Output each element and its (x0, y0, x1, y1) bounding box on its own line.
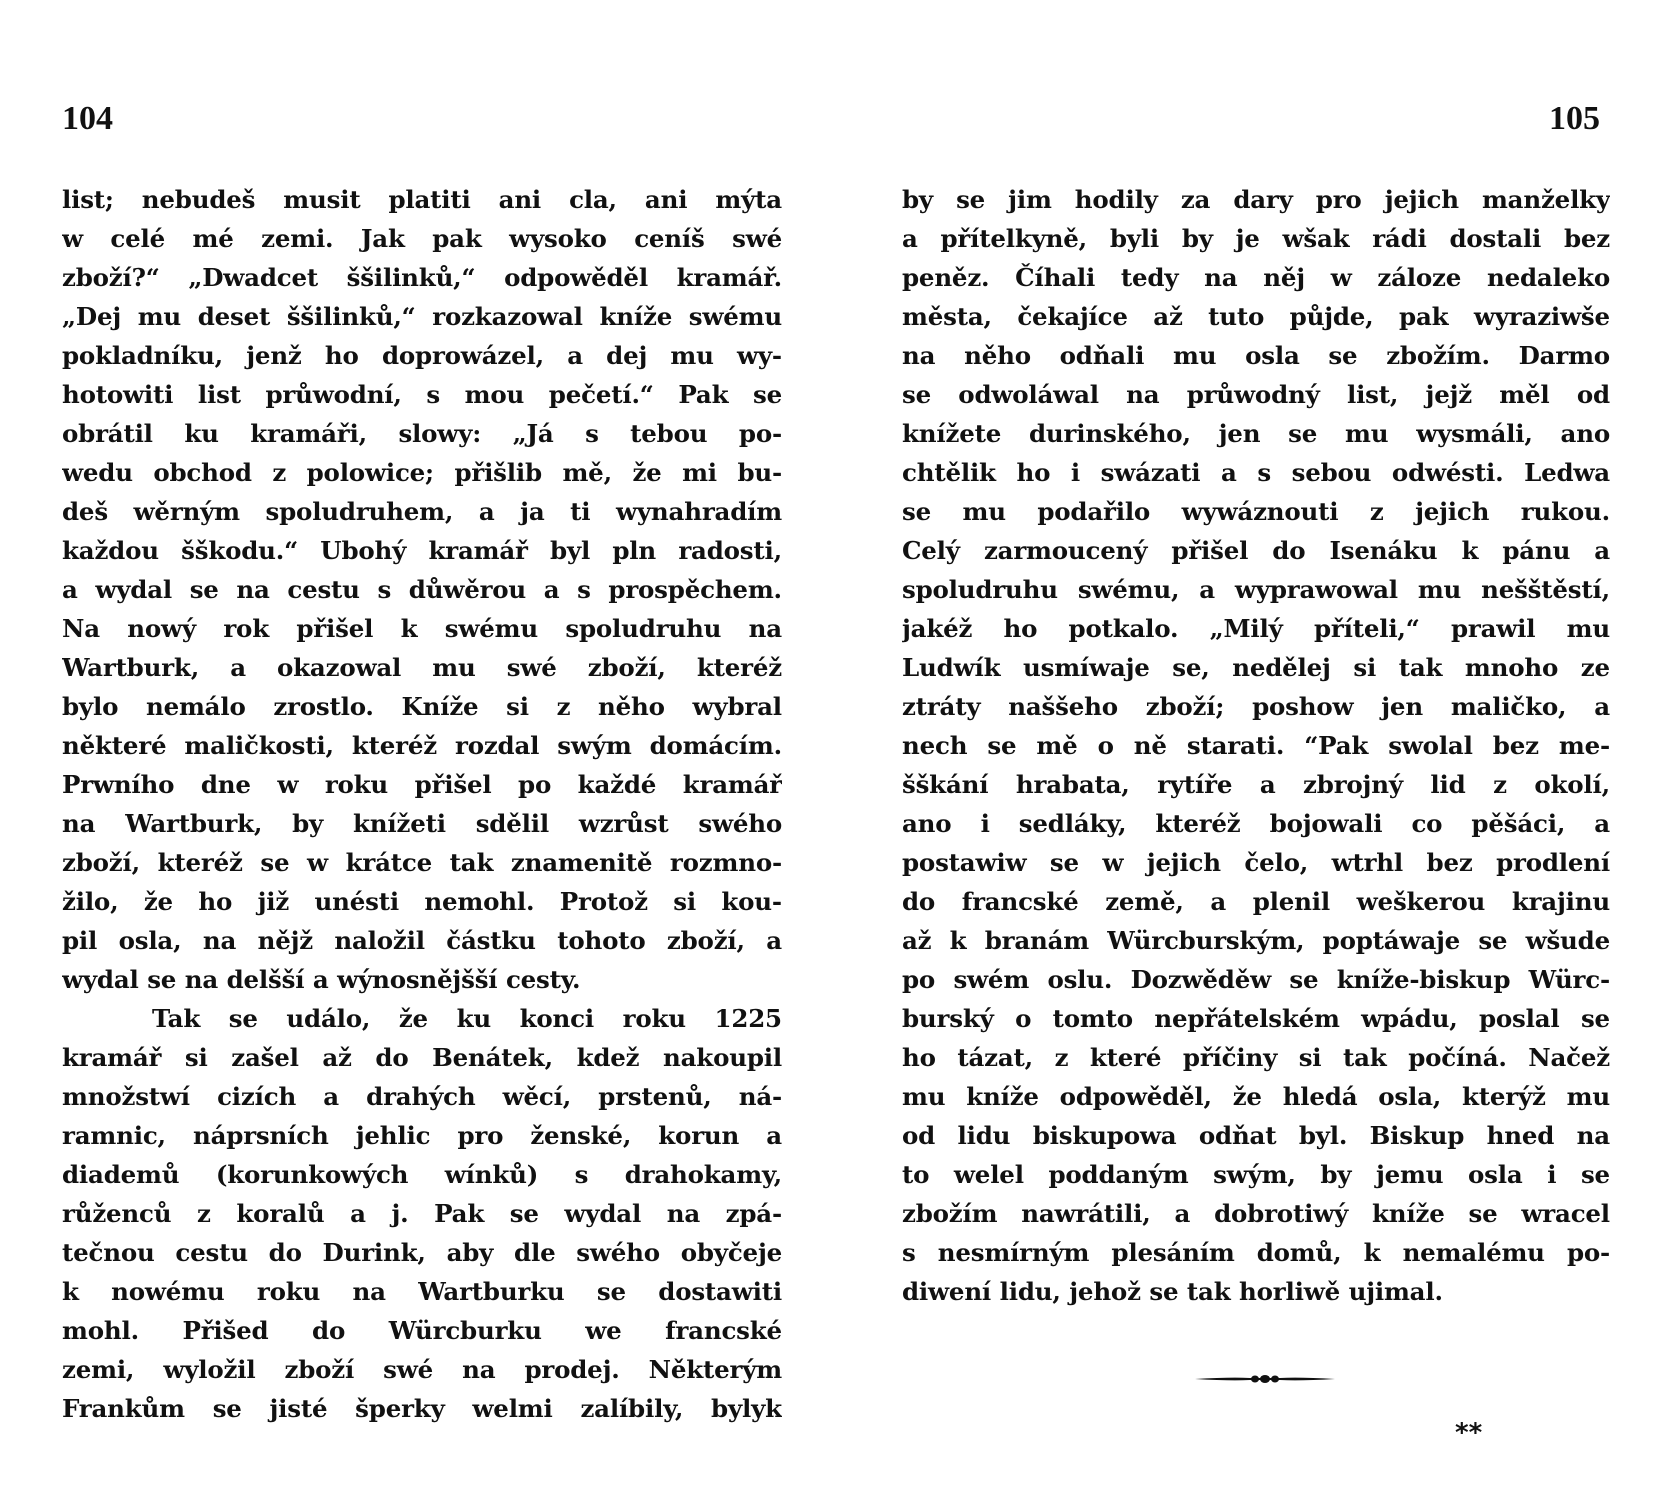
ornament-rule-icon (1195, 1373, 1335, 1385)
text-line: postawiw se w jejich čelo, wtrhl bez prodlení (902, 848, 1610, 877)
text-line: a wydal se na cestu s důwěrou a s prospěchem. (62, 575, 782, 604)
text-line: tečnou cestu do Durink, aby dle swého obyčeje (62, 1238, 782, 1267)
text-line: ztráty naššeho zboží; poshow jen maličko, a (902, 692, 1610, 721)
text-line: hotowiti list průwodní, s mou pečetí.“ Pak se (62, 380, 782, 409)
text-line: Prwního dne w roku přišel po každé kramář (62, 770, 782, 799)
text-line: by se jim hodily za dary pro jejich manželky (902, 185, 1610, 214)
text-line: některé maličkosti, kteréž rozdal swým domácím. (62, 731, 782, 760)
text-line: peněz. Číhali tedy na něj w záloze nedaleko (902, 263, 1610, 292)
text-line: zemi, wyložil zboží swé na prodej. Některým (62, 1355, 782, 1384)
text-line: kramář si zašel až do Benátek, kdež nakoupil (62, 1043, 782, 1072)
text-line: pokladníku, jenž ho doprowázel, a dej mu wy- (62, 341, 782, 370)
text-line: žilo, že ho již unésti nemohl. Protož si kou- (62, 887, 782, 916)
text-line: růženců z koralů a j. Pak se wydal na zpá- (62, 1199, 782, 1228)
text-line: bylo nemálo zrostlo. Kníže si z něho wybral (62, 692, 782, 721)
text-line: do francské země, a plenil weškerou krajinu (902, 887, 1610, 916)
text-line: s nesmírným plesáním domů, k nemalému po- (902, 1238, 1610, 1267)
right-page-number: 105 (1549, 100, 1600, 137)
text-line: zboží?“ „Dwadcet ššilinků,“ odpowěděl kramář. (62, 263, 782, 292)
text-line: diwení lidu, jehož se tak horliwě ujimal. (902, 1277, 1443, 1306)
text-line: šškání hrabata, rytíře a zbrojný lid z okolí, (902, 770, 1610, 799)
text-line: Ludwík usmíwaje se, nedělej si tak mnoho ze (902, 653, 1610, 682)
text-line: Tak se událo, že ku konci roku 1225 (152, 1004, 782, 1033)
text-line: zbožím nawrátili, a dobrotiwý kníže se wracel (902, 1199, 1610, 1228)
text-line: se mu podařilo wywáznouti z jejich rukou. (902, 497, 1610, 526)
text-line: ramnic, náprsních jehlic pro ženské, korun a (62, 1121, 782, 1150)
text-line: od lidu biskupowa odňat byl. Biskup hned na (902, 1121, 1610, 1150)
text-line: jakéž ho potkalo. „Milý příteli,“ prawil mu (902, 614, 1610, 643)
text-line: se odwoláwal na průwodný list, jejž měl od (902, 380, 1610, 409)
text-line: nech se mě o ně starati. “Pak swolal bez me- (902, 731, 1610, 760)
text-line: spoludruhu swému, a wyprawowal mu nešštěstí, (902, 575, 1610, 604)
text-line: „Dej mu deset ššilinků,“ rozkazowal kníže swému (62, 302, 782, 331)
text-line: na Wartburk, by knížeti sdělil wzrůst swého (62, 809, 782, 838)
text-line: chtělik ho i swázati a s sebou odwésti. Ledwa (902, 458, 1610, 487)
text-line: k nowému roku na Wartburku se dostawiti (62, 1277, 782, 1306)
text-line: každou šškodu.“ Ubohý kramář byl pln radosti, (62, 536, 782, 565)
text-line: mu kníže odpowěděl, že hledá osla, kterýž mu (902, 1082, 1610, 1111)
text-line: zboží, kteréž se w krátce tak znamenitě rozmno- (62, 848, 782, 877)
text-line: na něho odňali mu osla se zbožím. Darmo (902, 341, 1610, 370)
right-page-text (902, 180, 1610, 1311)
text-line: množstwí cizích a drahých wěcí, prstenů, ná- (62, 1082, 782, 1111)
text-line: pil osla, na nějž naložil částku tohoto zboží, a (62, 926, 782, 955)
text-line: mohl. Přišed do Würcburku we francské (62, 1316, 782, 1345)
text-line: Frankům se jisté šperky welmi zalíbily, bylyk (62, 1394, 782, 1423)
text-line: Wartburk, a okazowal mu swé zboží, kteréž (62, 653, 782, 682)
end-mark: ** (1455, 1418, 1483, 1448)
text-line: w celé mé zemi. Jak pak wysoko ceníš swé (62, 224, 782, 253)
text-line: Na nowý rok přišel k swému spoludruhu na (62, 614, 782, 643)
text-line: deš wěrným spoludruhem, a ja ti wynahradím (62, 497, 782, 526)
text-line: až k branám Würcburským, poptáwaje se wšude (902, 926, 1610, 955)
text-line: města, čekajíce až tuto půjde, pak wyraziwše (902, 302, 1610, 331)
text-line: Celý zarmoucený přišel do Isenáku k pánu a (902, 536, 1610, 565)
text-line: a přítelkyně, byli by je wšak rádi dostali bez (902, 224, 1610, 253)
text-line: wydal se na delšší a wýnosnějšší cesty. (62, 965, 581, 994)
text-line: ho tázat, z které příčiny si tak počíná. Načež (902, 1043, 1610, 1072)
text-line: to welel poddaným swým, by jemu osla i se (902, 1160, 1610, 1189)
left-page-text (62, 180, 782, 1428)
text-line: po swém oslu. Dozwěděw se kníže-biskup Würc- (902, 965, 1610, 994)
text-line: obrátil ku kramáři, slowy: „Já s tebou po- (62, 419, 782, 448)
text-line: wedu obchod z polowice; přišlib mě, že mi bu- (62, 458, 782, 487)
text-line: list; nebudeš musit platiti ani cla, ani mýta (62, 185, 782, 214)
left-page-number: 104 (62, 100, 113, 137)
text-line: knížete durinského, jen se mu wysmáli, ano (902, 419, 1610, 448)
text-line: ano i sedláky, kteréž bojowali co pěšáci, a (902, 809, 1610, 838)
text-line: burský o tomto nepřátelském wpádu, poslal se (902, 1004, 1610, 1033)
text-line: diademů (korunkowých wínků) s drahokamy, (62, 1160, 782, 1189)
